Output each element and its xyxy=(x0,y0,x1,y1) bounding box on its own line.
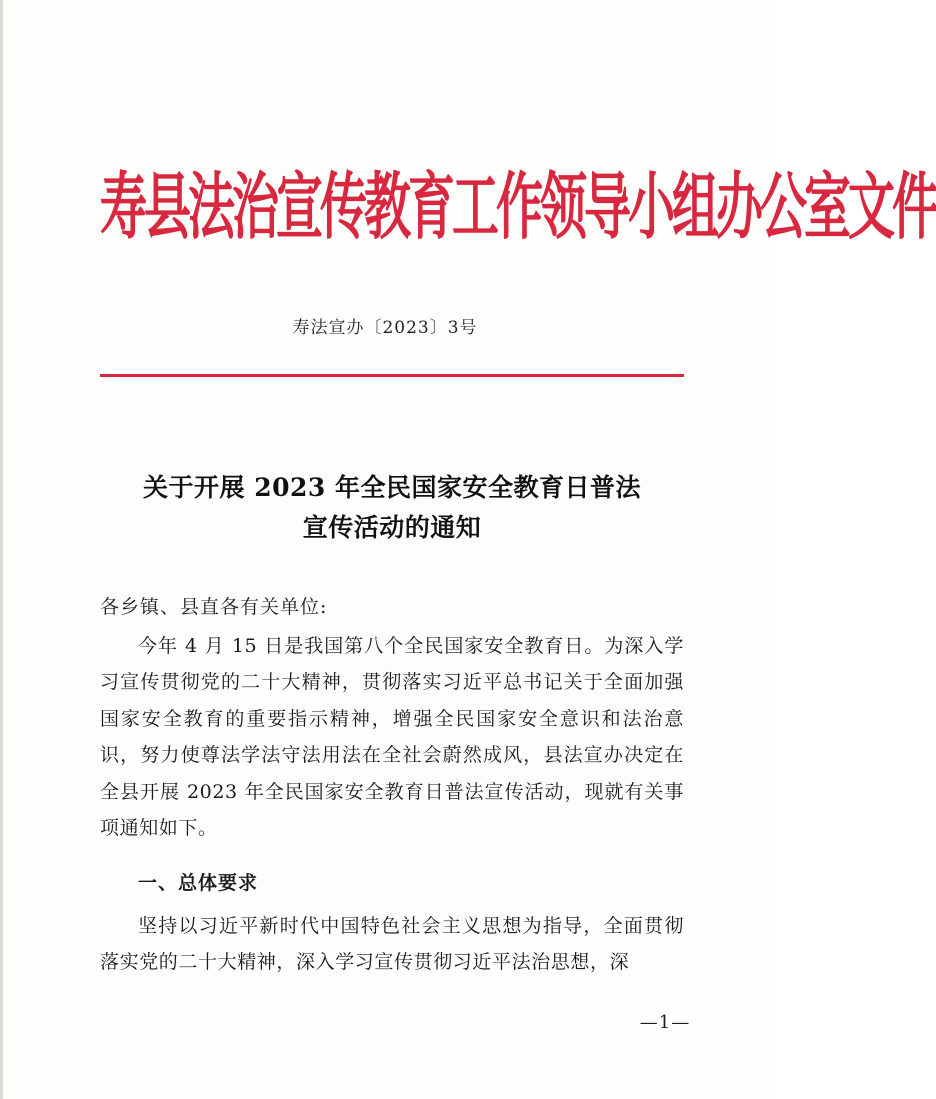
red-divider xyxy=(100,374,684,377)
addressee: 各乡镇、县直各有关单位: xyxy=(100,596,328,618)
document-number: 寿法宣办〔2023〕3号 xyxy=(292,318,478,338)
org-header-title: 寿县法治宣传教育工作领导小组办公室文件 xyxy=(100,165,936,251)
body-paragraph-1: 今年 4 月 15 日是我国第八个全民国家安全教育日。为深入学习宣传贯彻党的二十大精神，贯彻落实习近平总书记关于全面加强国家安全教育的重要指示精神，增强全民国家安全意识和法治意识，努力使尊法学法守法用法在全社会蔚然成风，县法宣办决定在全县开展 2023 年全民国家安全教育日普法宣传活动，现就有关事项通知如下。 xyxy=(100,635,684,840)
section-heading-1: 一、总体要求 xyxy=(138,872,259,894)
body-paragraph-2: 坚持以习近平新时代中国特色社会主义思想为指导，全面贯彻落实党的二十大精神，深入学习宣传贯彻习近平法治思想，深 xyxy=(100,915,684,974)
notice-title-line-2: 宣传活动的通知 xyxy=(302,513,482,542)
notice-title-line-1: 关于开展 2023 年全民国家安全教育日普法 xyxy=(143,473,641,502)
scan-edge xyxy=(0,0,3,1099)
page-number: —1— xyxy=(639,1012,691,1033)
notice-title xyxy=(100,468,684,548)
